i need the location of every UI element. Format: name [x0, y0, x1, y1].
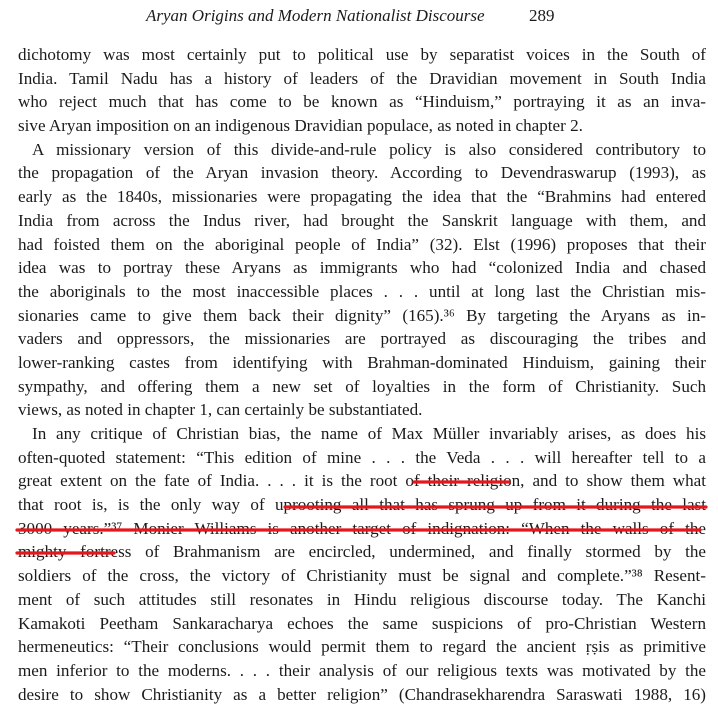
text-line: had foisted them on the aboriginal people of India” (32). Elst (1996) proposes that their [18, 234, 706, 254]
text-line: In any critique of Christian bias, the name of Max Müller invariably arises, as does his [32, 424, 706, 443]
text-line: soldiers of the cross, the victory of Christianity must be signal and complete.”³⁸ Resent- [18, 566, 706, 586]
text-line: India from across the Indus river, had brought the Sanskrit language with them, and [18, 210, 706, 230]
running-title: Aryan Origins and Modern Nationalist Discourse [146, 6, 485, 25]
text-line: men inferior to the moderns. . . . their analysis of our religious texts was motivated by the [18, 660, 706, 680]
page-number: 289 [529, 6, 555, 25]
text-line: often-quoted statement: “This edition of mine . . . the Veda . . . will hereafter tell to a [18, 447, 706, 467]
text-line: the propagation of the Aryan invasion theory. According to Devendraswarup (1993), as [18, 163, 706, 183]
text-line: ment of such attitudes still resonates in Hindu religious discourse today. The Kanchi [18, 589, 706, 609]
text-line: sive Aryan imposition on an indigenous Dravidian populace, as noted in chapter 2. [18, 116, 583, 136]
text-line: mighty fortress of Brahmanism are encircled, undermined, and finally stormed by the [18, 542, 706, 562]
text-line: great extent on the fate of India. . . . it is the root of their religion, and to show them what [18, 471, 706, 491]
text-line: sionaries came to give them back their dignity” (165).³⁶ By targeting the Aryans as in- [18, 305, 706, 325]
text-line: views, as noted in chapter 1, can certainly be substantiated. [18, 400, 423, 420]
text-line: early as the 1840s, missionaries were propagating the idea that the “Brahmins had entered [18, 187, 706, 207]
text-line: lower-ranking castes from identifying with Brahman-dominated Hinduism, gaining their [18, 352, 706, 372]
text-line: who reject much that has come to be known as “Hinduism,” portraying it as an inva- [18, 92, 706, 112]
text-line: A missionary version of this divide-and-rule policy is also considered contributory to [32, 139, 706, 159]
text-line: idea was to portray these Aryans as immigrants who had “colonized India and chased [18, 258, 706, 278]
text-line: desire to show Christianity as a better religion” (Chandrasekharendra Saraswati 1988, 16) [18, 684, 706, 704]
text-line: India. Tamil Nadu has a history of leaders of the Dravidian movement in South India [18, 68, 706, 88]
text-line: 3000 years.”³⁷ Monier Williams is another target of indignation: “When the walls of the [18, 518, 706, 538]
text-line: vaders and oppressors, the missionaries are portrayed as discouraging the tribes and [18, 329, 706, 349]
text-line: that root is, is the only way of uprooting all that has sprung up from it during the last [18, 495, 706, 515]
text-line: dichotomy was most certainly put to political use by separatist voices in the South of [18, 45, 706, 64]
running-header [0, 4, 718, 28]
text-line: the aboriginals to the most inaccessible places . . . until at long last the Christian mis- [18, 281, 706, 301]
text-line: hermeneutics: “Their conclusions would permit them to regard the ancient ṛṣis as primitive [18, 637, 706, 657]
text-line: sympathy, and offering them a new set of loyalties in the form of Christianity. Such [18, 376, 706, 396]
body-text [18, 43, 706, 706]
text-line: Kamakoti Peetham Sankaracharya echoes the same suspicions of pro-Christian Western [18, 613, 706, 633]
